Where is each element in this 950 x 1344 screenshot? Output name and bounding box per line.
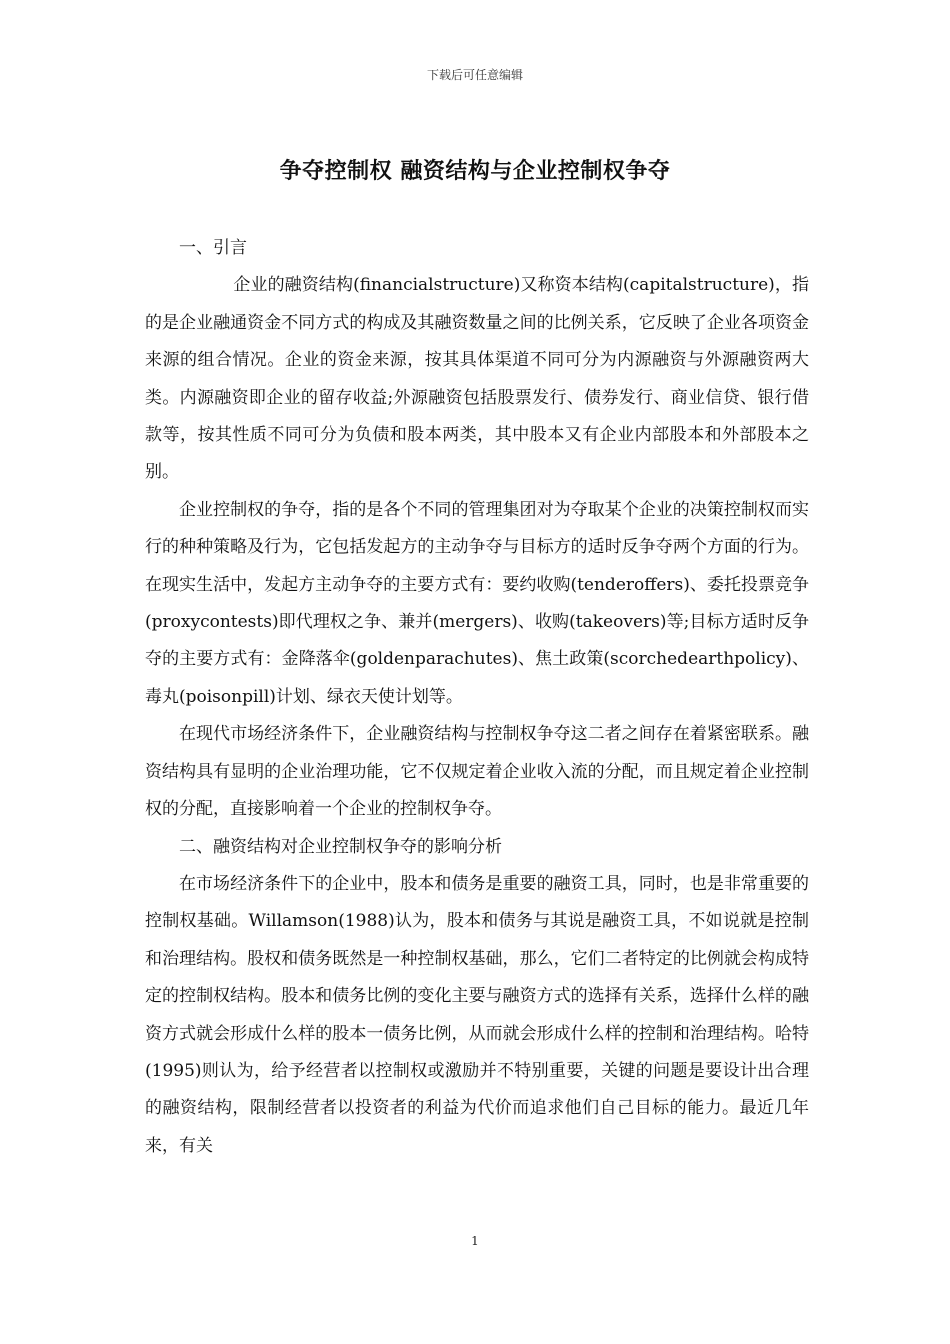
paragraph-equity-debt: 在市场经济条件下的企业中，股本和债务是重要的融资工具，同时，也是非常重要的控制权基础。Willamson(1988)认为，股本和债务与其说是融资工具，不如说就是控制和治理结构。股权和债务既然是一种控制权基础，那么，它们二者特定的比例就会构成特定的控制权结构。股本和债务比例的变化主要与融资方式的选择有关系，选择什么样的融资方式就会形成什么样的股本一债务比例，从而就会形成什么样的控制和治理结构。哈特(1995)则认为，给予经营者以控制权或激励并不特别重要，关键的问题是要设计出合理的融资结构，限制经营者以投资者的利益为代价而追求他们自己目标的能力。最近几年来，有关 (145, 873, 809, 1156)
document-body (145, 230, 809, 1165)
page-number: 1 (471, 1234, 479, 1248)
intro-heading: 一、引言 (179, 238, 247, 258)
document-title: 争夺控制权 融资结构与企业控制权争夺 (279, 159, 671, 184)
paragraph-control-contest: 企业控制权的争夺，指的是各个不同的管理集团对为夺取某个企业的决策控制权而实行的种种策略及行为，它包括发起方的主动争夺与目标方的适时反争夺两个方面的行为。在现实生活中，发起方主动争夺的主要方式有：要约收购(tenderoffers)、委托投票竞争(proxycontests)即代理权之争、兼并(mergers)、收购(takeovers)等;目标方适时反争夺的主要方式有：金降落伞(goldenparachutes)、焦土政策(scorchedearthpolicy)、毒丸(poisonpill)计划、绿衣天使计划等。 (145, 499, 809, 707)
paragraph-financing-structure: 企业的融资结构(financialstructure)又称资本结构(capitalstructure)，指的是企业融通资金不同方式的构成及其融资数量之间的比例关系，它反映了企业各项资金来源的组合情况。企业的资金来源，按其具体渠道不同可分为内源融资与外源融资两大类。内源融资即企业的留存收益;外源融资包括股票发行、债券发行、商业信贷、银行借款等，按其性质不同可分为负债和股本两类，其中股本又有企业内部股本和外部股本之别。 (145, 275, 809, 483)
page-header-note: 下载后可任意编辑 (426, 68, 523, 82)
paragraph-modern-market: 在现代市场经济条件下，企业融资结构与控制权争夺这二者之间存在着紧密联系。融资结构具有显明的企业治理功能，它不仅规定着企业收入流的分配，而且规定着企业控制权的分配，直接影响着一个企业的控制权争夺。 (145, 724, 809, 820)
section2-heading: 二、融资结构对企业控制权争夺的影响分析 (179, 836, 502, 857)
